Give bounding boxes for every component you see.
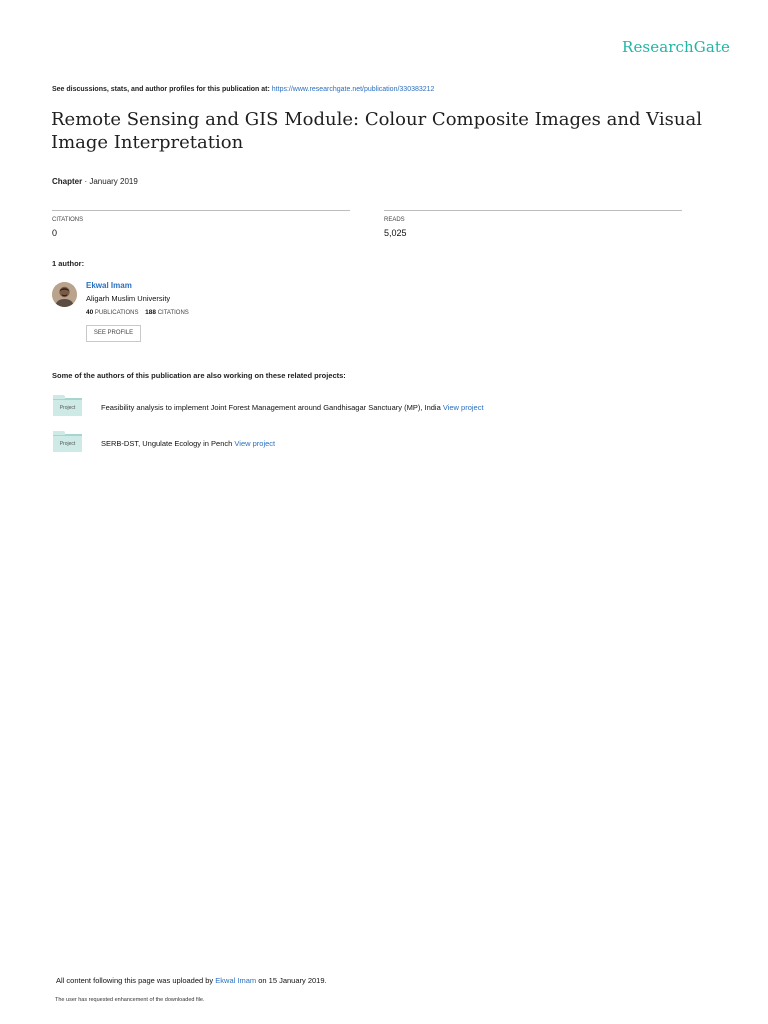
upload-notice [56, 976, 327, 985]
publication-url-link[interactable]: https://www.researchgate.net/publication/330383212 [271, 86, 435, 93]
project-title: SERB-DST, Ungulate Ecology in Pench [101, 439, 233, 448]
reads-divider [384, 210, 682, 211]
researchgate-logo[interactable]: ResearchGate [622, 38, 730, 56]
author-institution: Aligarh Muslim University [86, 294, 171, 303]
reads-value: 5,025 [384, 228, 407, 238]
publication-type: Chapter [52, 177, 83, 186]
publication-type-date [52, 177, 138, 186]
author-citations-count: 188 [145, 309, 157, 316]
project-item [101, 403, 484, 412]
discussion-label: See discussions, stats, and author profiles for this publication at: [52, 86, 270, 93]
citations-divider [52, 210, 350, 211]
view-project-link[interactable]: View project [234, 439, 276, 448]
view-project-link[interactable]: View project [442, 403, 484, 412]
author-avatar[interactable] [52, 282, 77, 307]
citations-label: CITATIONS [52, 217, 84, 223]
authors-heading: 1 author: [52, 259, 85, 268]
date-separator: · [82, 177, 90, 186]
uploader-link[interactable]: Ekwal Imam [215, 976, 257, 985]
project-folder-icon: Project [53, 398, 82, 416]
author-name-link[interactable]: Ekwal Imam [86, 281, 132, 290]
upload-prefix: All content following this page was uploaded by [56, 976, 214, 985]
author-publications-label: PUBLICATIONS [94, 310, 139, 316]
author-stats [86, 309, 189, 316]
upload-suffix: on 15 January 2019. [258, 976, 327, 985]
citations-value: 0 [52, 228, 58, 238]
enhancement-note: The user has requested enhancement of the downloaded file. [55, 997, 205, 1003]
publication-link-line [52, 86, 434, 93]
related-projects-heading: Some of the authors of this publication are also working on these related projects: [52, 371, 346, 380]
publication-title: Remote Sensing and GIS Module: Colour Composite Images and Visual Image Interpretation [51, 109, 702, 153]
project-folder-icon: Project [53, 434, 82, 452]
project-item [101, 439, 275, 448]
project-title: Feasibility analysis to implement Joint Forest Management around Gandhisagar Sanctuary (MP), India [101, 403, 441, 412]
reads-label: READS [384, 217, 405, 223]
author-photo-icon [52, 282, 77, 307]
publication-date: January 2019 [89, 177, 138, 186]
author-publications-count: 40 [86, 309, 94, 316]
author-citations-label: CITATIONS [157, 310, 189, 316]
see-profile-button[interactable]: SEE PROFILE [86, 325, 141, 342]
